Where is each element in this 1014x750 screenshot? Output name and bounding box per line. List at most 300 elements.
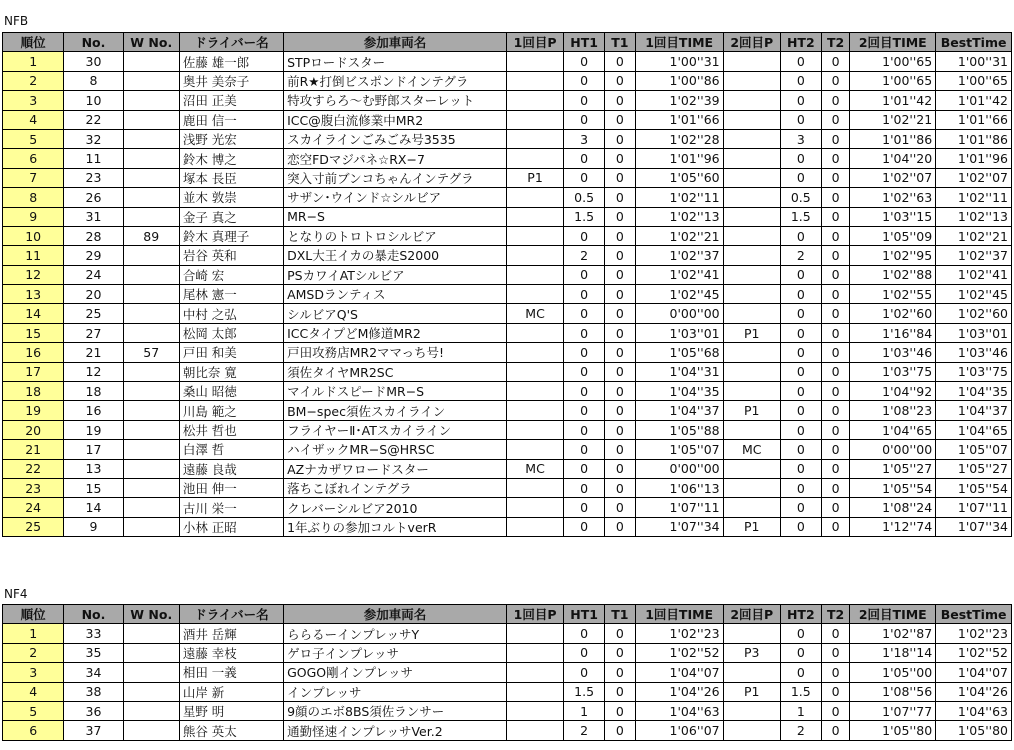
table-row [3, 323, 1012, 342]
cell-car-no: 11 [64, 149, 123, 168]
cell-t1: 0 [605, 323, 636, 342]
table-row [3, 643, 1012, 662]
cell-run1-penalty [506, 498, 563, 517]
cell-best-time: 1'04''63 [936, 701, 1012, 720]
cell-ht1: 0 [564, 110, 605, 129]
cell-car-name: MR−S [284, 207, 507, 226]
cell-w-no [123, 285, 179, 304]
cell-run2-penalty [723, 663, 780, 682]
cell-ht1: 0 [564, 624, 605, 643]
cell-best-time: 1'00''65 [936, 71, 1012, 90]
cell-run1-penalty: MC [506, 459, 563, 478]
cell-rank: 25 [3, 517, 64, 536]
section-title-nf4: NF4 [4, 587, 28, 601]
table-row [3, 624, 1012, 643]
header-driver-name: ドライバー名 [179, 605, 283, 624]
cell-run2-time: 1'01''42 [850, 91, 936, 110]
cell-t1: 0 [605, 265, 636, 284]
cell-rank: 19 [3, 401, 64, 420]
cell-t2: 0 [821, 459, 850, 478]
cell-best-time: 1'02''07 [936, 168, 1012, 187]
cell-run1-time: 1'05''88 [635, 420, 723, 439]
cell-w-no [123, 701, 179, 720]
cell-t1: 0 [605, 440, 636, 459]
cell-car-name: クレバーシルビア2010 [284, 498, 507, 517]
cell-t1: 0 [605, 701, 636, 720]
cell-driver-name: 金子 真之 [179, 207, 283, 226]
cell-rank: 21 [3, 440, 64, 459]
header-best-time: BestTime [936, 605, 1012, 624]
cell-car-name: スカイラインごみごみ号3535 [284, 129, 507, 148]
cell-w-no [123, 643, 179, 662]
cell-ht1: 0 [564, 52, 605, 71]
cell-ht2: 0 [780, 343, 821, 362]
cell-rank: 11 [3, 246, 64, 265]
cell-car-no: 29 [64, 246, 123, 265]
cell-run1-penalty [506, 478, 563, 497]
cell-run2-penalty [723, 265, 780, 284]
cell-ht1: 0 [564, 71, 605, 90]
table-row [3, 304, 1012, 323]
cell-run1-time: 1'04''63 [635, 701, 723, 720]
cell-t1: 0 [605, 401, 636, 420]
cell-ht2: 0 [780, 285, 821, 304]
cell-run1-time: 1'01''96 [635, 149, 723, 168]
cell-t1: 0 [605, 663, 636, 682]
cell-driver-name: 朝比奈 寛 [179, 362, 283, 381]
cell-t1: 0 [605, 498, 636, 517]
cell-ht2: 0 [780, 440, 821, 459]
cell-t1: 0 [605, 226, 636, 245]
cell-ht2: 0.5 [780, 188, 821, 207]
cell-rank: 1 [3, 624, 64, 643]
cell-car-no: 16 [64, 401, 123, 420]
cell-ht1: 2 [564, 721, 605, 740]
table-row [3, 498, 1012, 517]
cell-best-time: 1'07''11 [936, 498, 1012, 517]
cell-run2-time: 0'00''00 [850, 440, 936, 459]
cell-driver-name: 鈴木 真理子 [179, 226, 283, 245]
cell-ht2: 0 [780, 498, 821, 517]
cell-car-no: 37 [64, 721, 123, 740]
cell-best-time: 1'01''66 [936, 110, 1012, 129]
cell-best-time: 1'03''75 [936, 362, 1012, 381]
table-row [3, 701, 1012, 720]
cell-w-no [123, 207, 179, 226]
cell-driver-name: 中村 之弘 [179, 304, 283, 323]
cell-run2-time: 1'02''60 [850, 304, 936, 323]
cell-driver-name: 白澤 哲 [179, 440, 283, 459]
cell-t2: 0 [821, 478, 850, 497]
cell-car-name: DXL大王イカの暴走S2000 [284, 246, 507, 265]
cell-w-no [123, 382, 179, 401]
cell-run1-time: 1'02''41 [635, 265, 723, 284]
cell-ht1: 3 [564, 129, 605, 148]
cell-ht2: 0 [780, 478, 821, 497]
cell-t2: 0 [821, 721, 850, 740]
cell-ht1: 0 [564, 362, 605, 381]
cell-driver-name: 相田 一義 [179, 663, 283, 682]
cell-w-no [123, 323, 179, 342]
cell-ht1: 0 [564, 285, 605, 304]
cell-ht1: 0 [564, 304, 605, 323]
cell-run2-time: 1'01''86 [850, 129, 936, 148]
cell-w-no [123, 682, 179, 701]
cell-t1: 0 [605, 71, 636, 90]
cell-run1-penalty [506, 382, 563, 401]
cell-w-no [123, 498, 179, 517]
table-row [3, 721, 1012, 740]
cell-best-time: 1'02''37 [936, 246, 1012, 265]
cell-ht2: 0 [780, 110, 821, 129]
cell-t2: 0 [821, 246, 850, 265]
cell-run2-time: 1'03''75 [850, 362, 936, 381]
cell-car-name: BM−spec須佐スカイライン [284, 401, 507, 420]
cell-car-name: 1年ぶりの参加コルトverR [284, 517, 507, 536]
cell-t2: 0 [821, 168, 850, 187]
cell-car-no: 28 [64, 226, 123, 245]
cell-run1-penalty [506, 265, 563, 284]
cell-best-time: 1'04''07 [936, 663, 1012, 682]
cell-run1-penalty [506, 71, 563, 90]
cell-ht2: 1 [780, 701, 821, 720]
cell-best-time: 1'03''01 [936, 323, 1012, 342]
cell-run2-penalty [723, 226, 780, 245]
cell-run1-penalty [506, 129, 563, 148]
cell-ht1: 0 [564, 643, 605, 662]
cell-run1-time: 1'04''26 [635, 682, 723, 701]
cell-ht1: 0 [564, 91, 605, 110]
table-row [3, 478, 1012, 497]
cell-best-time: 1'04''35 [936, 382, 1012, 401]
table-row [3, 265, 1012, 284]
cell-car-name: STPロードスター [284, 52, 507, 71]
table-row [3, 110, 1012, 129]
cell-car-name: 落ちこぼれインテグラ [284, 478, 507, 497]
cell-run2-penalty [723, 71, 780, 90]
cell-car-name: ららるーインプレッサY [284, 624, 507, 643]
cell-t1: 0 [605, 188, 636, 207]
cell-t1: 0 [605, 420, 636, 439]
cell-best-time: 1'02''52 [936, 643, 1012, 662]
header-run1-time: 1回目TIME [635, 605, 723, 624]
cell-best-time: 1'02''21 [936, 226, 1012, 245]
cell-run2-time: 1'18''14 [850, 643, 936, 662]
cell-car-name: 9顔のエボ8BS須佐ランサー [284, 701, 507, 720]
cell-run2-penalty [723, 701, 780, 720]
cell-run2-time: 1'03''15 [850, 207, 936, 226]
cell-w-no [123, 478, 179, 497]
cell-best-time: 1'01''42 [936, 91, 1012, 110]
cell-car-name: となりのトロトロシルビア [284, 226, 507, 245]
cell-ht2: 0 [780, 420, 821, 439]
cell-car-no: 10 [64, 91, 123, 110]
table-row [3, 401, 1012, 420]
cell-run2-penalty [723, 149, 780, 168]
cell-car-no: 26 [64, 188, 123, 207]
cell-ht1: 0 [564, 517, 605, 536]
cell-rank: 8 [3, 188, 64, 207]
cell-run2-penalty: P1 [723, 682, 780, 701]
cell-ht2: 1.5 [780, 207, 821, 226]
cell-ht1: 0 [564, 226, 605, 245]
cell-best-time: 1'07''34 [936, 517, 1012, 536]
header-run2-time: 2回目TIME [850, 605, 936, 624]
cell-t2: 0 [821, 265, 850, 284]
cell-t2: 0 [821, 517, 850, 536]
cell-run1-penalty [506, 663, 563, 682]
cell-driver-name: 池田 伸一 [179, 478, 283, 497]
cell-run2-penalty [723, 459, 780, 478]
cell-run1-penalty [506, 323, 563, 342]
cell-best-time: 1'04''37 [936, 401, 1012, 420]
cell-t1: 0 [605, 343, 636, 362]
cell-w-no [123, 420, 179, 439]
cell-rank: 1 [3, 52, 64, 71]
cell-driver-name: 沼田 正美 [179, 91, 283, 110]
cell-run1-time: 1'02''23 [635, 624, 723, 643]
cell-run1-time: 0'00''00 [635, 459, 723, 478]
cell-driver-name: 桑山 昭徳 [179, 382, 283, 401]
cell-driver-name: 並木 敦崇 [179, 188, 283, 207]
cell-best-time: 1'02''13 [936, 207, 1012, 226]
cell-run2-penalty [723, 246, 780, 265]
cell-ht2: 0 [780, 168, 821, 187]
table-row [3, 285, 1012, 304]
cell-run2-time: 1'04''92 [850, 382, 936, 401]
cell-run2-penalty [723, 168, 780, 187]
cell-ht2: 0 [780, 401, 821, 420]
cell-run2-time: 1'03''46 [850, 343, 936, 362]
cell-run2-penalty [723, 343, 780, 362]
cell-run2-penalty [723, 285, 780, 304]
cell-car-no: 33 [64, 624, 123, 643]
header-row [3, 605, 1012, 624]
cell-ht1: 0 [564, 168, 605, 187]
cell-run2-penalty [723, 188, 780, 207]
cell-run1-time: 1'02''13 [635, 207, 723, 226]
cell-run2-time: 1'16''84 [850, 323, 936, 342]
table-row [3, 382, 1012, 401]
cell-car-name: ICCタイプどM修道MR2 [284, 323, 507, 342]
cell-run2-penalty [723, 304, 780, 323]
cell-t1: 0 [605, 643, 636, 662]
cell-run1-penalty [506, 624, 563, 643]
cell-ht1: 1.5 [564, 682, 605, 701]
cell-rank: 10 [3, 226, 64, 245]
cell-t2: 0 [821, 682, 850, 701]
cell-t2: 0 [821, 343, 850, 362]
cell-t1: 0 [605, 168, 636, 187]
cell-w-no [123, 110, 179, 129]
cell-w-no [123, 188, 179, 207]
cell-ht1: 0 [564, 420, 605, 439]
cell-run1-time: 1'05''60 [635, 168, 723, 187]
cell-run1-penalty [506, 52, 563, 71]
cell-rank: 6 [3, 721, 64, 740]
table-row [3, 71, 1012, 90]
cell-ht2: 0 [780, 362, 821, 381]
cell-ht2: 0 [780, 643, 821, 662]
header-ht1: HT1 [564, 605, 605, 624]
cell-rank: 15 [3, 323, 64, 342]
cell-best-time: 1'02''41 [936, 265, 1012, 284]
cell-t1: 0 [605, 149, 636, 168]
cell-run1-time: 1'04''35 [635, 382, 723, 401]
table-row [3, 682, 1012, 701]
header-row [3, 33, 1012, 52]
cell-run1-penalty [506, 362, 563, 381]
cell-driver-name: 塚本 長臣 [179, 168, 283, 187]
cell-car-name: ゲロ子インプレッサ [284, 643, 507, 662]
cell-w-no [123, 246, 179, 265]
cell-t2: 0 [821, 663, 850, 682]
header-run2-time: 2回目TIME [850, 33, 936, 52]
cell-run1-penalty [506, 343, 563, 362]
cell-driver-name: 奥井 美奈子 [179, 71, 283, 90]
cell-ht1: 0 [564, 265, 605, 284]
cell-rank: 14 [3, 304, 64, 323]
cell-run1-penalty [506, 721, 563, 740]
cell-t2: 0 [821, 362, 850, 381]
header-rank: 順位 [3, 605, 64, 624]
cell-run2-penalty: P1 [723, 401, 780, 420]
cell-t2: 0 [821, 420, 850, 439]
cell-car-no: 14 [64, 498, 123, 517]
cell-rank: 23 [3, 478, 64, 497]
cell-ht2: 0 [780, 382, 821, 401]
cell-t1: 0 [605, 362, 636, 381]
header-run2-penalty: 2回目P [723, 33, 780, 52]
cell-run2-penalty [723, 624, 780, 643]
cell-w-no [123, 91, 179, 110]
cell-t1: 0 [605, 207, 636, 226]
header-car-no: No. [64, 33, 123, 52]
table-row [3, 207, 1012, 226]
cell-driver-name: 戸田 和美 [179, 343, 283, 362]
cell-ht2: 0 [780, 71, 821, 90]
cell-ht2: 2 [780, 246, 821, 265]
header-car-name: 参加車両名 [284, 33, 507, 52]
cell-rank: 22 [3, 459, 64, 478]
cell-car-name: 突入寸前ブンコちゃんインテグラ [284, 168, 507, 187]
cell-best-time: 1'02''45 [936, 285, 1012, 304]
cell-rank: 13 [3, 285, 64, 304]
cell-run1-penalty [506, 682, 563, 701]
cell-run2-penalty [723, 362, 780, 381]
cell-run2-penalty [723, 420, 780, 439]
table-row [3, 459, 1012, 478]
cell-ht1: 0 [564, 149, 605, 168]
header-driver-name: ドライバー名 [179, 33, 283, 52]
cell-run2-time: 1'02''63 [850, 188, 936, 207]
cell-rank: 2 [3, 71, 64, 90]
cell-run1-time: 1'02''45 [635, 285, 723, 304]
cell-run2-time: 1'02''88 [850, 265, 936, 284]
cell-run1-penalty [506, 188, 563, 207]
cell-ht1: 0 [564, 382, 605, 401]
cell-w-no [123, 149, 179, 168]
cell-run1-penalty [506, 285, 563, 304]
cell-ht1: 2 [564, 246, 605, 265]
cell-driver-name: 星野 明 [179, 701, 283, 720]
cell-rank: 20 [3, 420, 64, 439]
cell-ht2: 2 [780, 721, 821, 740]
cell-driver-name: 鹿田 信一 [179, 110, 283, 129]
cell-run1-time: 1'02''37 [635, 246, 723, 265]
cell-run1-time: 1'05''68 [635, 343, 723, 362]
cell-rank: 24 [3, 498, 64, 517]
cell-run1-penalty [506, 440, 563, 459]
cell-rank: 4 [3, 682, 64, 701]
cell-car-no: 31 [64, 207, 123, 226]
cell-run1-time: 1'03''01 [635, 323, 723, 342]
cell-run2-time: 1'05''80 [850, 721, 936, 740]
cell-t1: 0 [605, 304, 636, 323]
cell-t2: 0 [821, 52, 850, 71]
cell-driver-name: 遠藤 幸枝 [179, 643, 283, 662]
header-w-no: W No. [123, 33, 179, 52]
header-run1-penalty: 1回目P [506, 605, 563, 624]
cell-run1-penalty [506, 701, 563, 720]
cell-car-name: シルビアQ'S [284, 304, 507, 323]
cell-run1-time: 1'04''37 [635, 401, 723, 420]
cell-run1-time: 1'04''31 [635, 362, 723, 381]
cell-t2: 0 [821, 110, 850, 129]
cell-driver-name: 遠藤 良哉 [179, 459, 283, 478]
cell-t2: 0 [821, 643, 850, 662]
cell-run2-time: 1'00''65 [850, 71, 936, 90]
cell-driver-name: 岩谷 英和 [179, 246, 283, 265]
cell-car-no: 19 [64, 420, 123, 439]
table-row [3, 517, 1012, 536]
cell-t1: 0 [605, 459, 636, 478]
cell-car-no: 36 [64, 701, 123, 720]
cell-best-time: 1'04''26 [936, 682, 1012, 701]
cell-run1-penalty [506, 226, 563, 245]
cell-best-time: 1'01''86 [936, 129, 1012, 148]
cell-t2: 0 [821, 71, 850, 90]
cell-car-name: 前R★打倒ビスポンドインテグラ [284, 71, 507, 90]
cell-t1: 0 [605, 478, 636, 497]
cell-car-name: フライヤーⅡ･ATスカイライン [284, 420, 507, 439]
cell-run1-time: 1'02''11 [635, 188, 723, 207]
cell-w-no [123, 265, 179, 284]
cell-t2: 0 [821, 624, 850, 643]
table-row [3, 149, 1012, 168]
cell-car-name: 通勤怪速インプレッサVer.2 [284, 721, 507, 740]
cell-w-no [123, 304, 179, 323]
cell-t2: 0 [821, 701, 850, 720]
cell-driver-name: 合崎 宏 [179, 265, 283, 284]
cell-car-no: 21 [64, 343, 123, 362]
cell-run1-penalty [506, 149, 563, 168]
cell-car-name: インプレッサ [284, 682, 507, 701]
cell-run2-penalty [723, 721, 780, 740]
cell-t1: 0 [605, 91, 636, 110]
cell-run2-penalty [723, 52, 780, 71]
cell-car-name: AMSDランティス [284, 285, 507, 304]
cell-t2: 0 [821, 382, 850, 401]
cell-w-no [123, 362, 179, 381]
cell-best-time: 1'05''07 [936, 440, 1012, 459]
cell-run1-penalty [506, 420, 563, 439]
cell-t2: 0 [821, 401, 850, 420]
cell-ht2: 0 [780, 663, 821, 682]
cell-run2-time: 1'02''87 [850, 624, 936, 643]
cell-run2-time: 1'04''65 [850, 420, 936, 439]
cell-ht1: 0 [564, 663, 605, 682]
